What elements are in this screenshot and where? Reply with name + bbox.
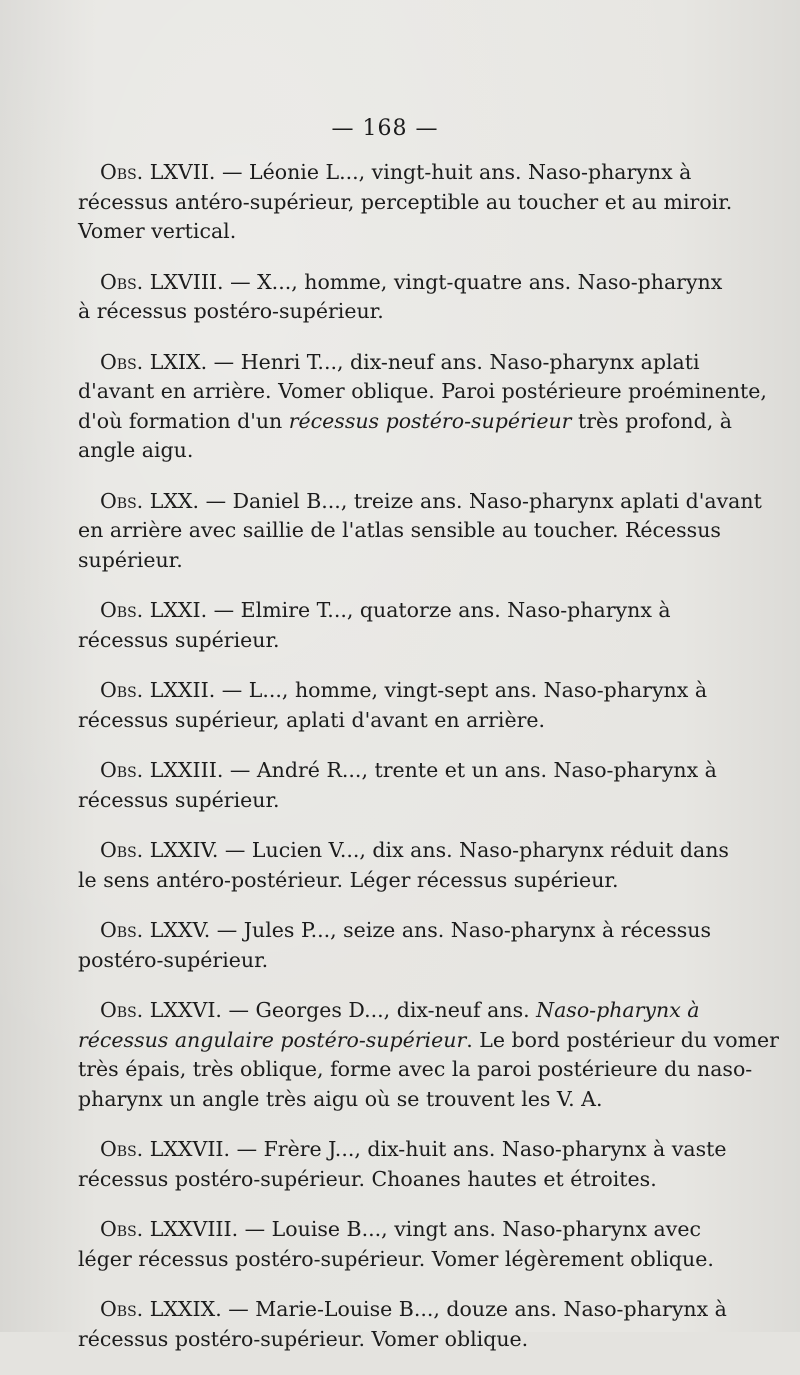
- observation-label: Obs. LXX.: [100, 488, 200, 513]
- observation-68: [78, 268, 723, 327]
- observation-text: — Henri T..., dix-neuf ans. Naso-pharynx aplati: [213, 349, 700, 374]
- observation-73: [78, 756, 717, 815]
- observation-label: Obs. LXXIX.: [100, 1297, 222, 1321]
- observation-74: [78, 836, 729, 895]
- observation-text: — Frère J..., dix-huit ans. Naso-pharynx à vaste: [230, 1137, 727, 1161]
- observation-70: [78, 487, 762, 576]
- observation-text: — Louise B..., vingt ans. Naso-pharynx avec: [238, 1217, 701, 1241]
- observation-italic-text: récessus postéro-supérieur: [288, 408, 572, 433]
- observation-label: Obs. LXVII.: [100, 160, 216, 184]
- observation-text: très épais, très oblique, forme avec la paroi postérieure du naso-: [78, 1057, 753, 1081]
- observation-text: léger récessus postéro-supérieur. Vomer légèrement oblique.: [78, 1246, 714, 1271]
- observation-text: récessus supérieur.: [78, 627, 280, 652]
- observation-label: Obs. LXXIV.: [100, 838, 219, 862]
- observation-text: supérieur.: [78, 547, 183, 572]
- observation-label: Obs. LXVIII.: [100, 269, 224, 294]
- observation-label: Obs. LXXII.: [100, 678, 216, 702]
- observation-75: [78, 916, 712, 975]
- observation-text: — Marie-Louise B..., douze ans. Naso-pharynx à: [221, 1297, 727, 1321]
- observation-text: . Le bord postérieur du vomer: [466, 1027, 779, 1052]
- observation-text: à récessus postéro-supérieur.: [78, 299, 384, 323]
- observation-text: — Georges D..., dix-neuf ans.: [221, 998, 537, 1022]
- observation-label: Obs. LXXV.: [100, 918, 211, 942]
- observation-text: — Daniel B..., treize ans. Naso-pharynx aplati d'avant: [199, 488, 762, 513]
- observation-78: [78, 1215, 714, 1274]
- observation-text: récessus postéro-supérieur. Vomer oblique.: [78, 1326, 529, 1351]
- observation-text: — Jules P..., seize ans. Naso-pharynx à récessus: [210, 918, 712, 942]
- observation-text: d'avant en arrière. Vomer oblique. Paroi postérieure proéminente,: [78, 379, 767, 403]
- observation-label: Obs. LXXVIII.: [100, 1217, 239, 1241]
- observation-text: le sens antéro-postérieur. Léger récessus supérieur.: [78, 867, 619, 892]
- observation-text: récessus supérieur.: [78, 787, 280, 812]
- observation-text: — Lucien V..., dix ans. Naso-pharynx réduit dans: [218, 838, 729, 862]
- observation-76: [78, 996, 779, 1114]
- observation-text: en arrière avec saillie de l'atlas sensible au toucher. Récessus: [78, 518, 721, 542]
- observation-text: — André R..., trente et un ans. Naso-pharynx à: [223, 758, 717, 782]
- observation-text: récessus postéro-supérieur. Choanes hautes et étroites.: [78, 1166, 657, 1191]
- observation-text: Vomer vertical.: [78, 219, 237, 243]
- observation-label: Obs. LXXVI.: [100, 998, 222, 1022]
- observation-text: pharynx un angle très aigu où se trouvent les V. A.: [78, 1086, 603, 1111]
- observation-71: [78, 596, 708, 655]
- observation-text: — Léonie L..., vingt-huit ans. Naso-pharynx à: [215, 160, 692, 184]
- observation-text: — L..., homme, vingt-sept ans. Naso-pharynx à: [215, 678, 708, 702]
- observation-text: récessus supérieur, aplati d'avant en arrière.: [78, 707, 546, 732]
- observation-77: [78, 1135, 727, 1194]
- observation-69: [78, 348, 767, 466]
- observations-list: [78, 158, 779, 1375]
- observation-text: très profond, à: [578, 408, 732, 433]
- observation-text: angle aigu.: [78, 438, 194, 462]
- observation-text: d'où formation d'un: [78, 408, 289, 433]
- observation-text: — X..., homme, vingt-quatre ans. Naso-pharynx: [223, 269, 723, 294]
- observation-italic-text: Naso-pharynx à: [536, 998, 700, 1022]
- observation-79: [78, 1295, 727, 1354]
- observation-72: [78, 676, 708, 735]
- observation-italic-text: récessus angulaire postéro-supérieur: [78, 1027, 467, 1052]
- observation-label: Obs. LXXVII.: [100, 1137, 231, 1161]
- observation-text: récessus antéro-supérieur, perceptible au toucher et au miroir.: [78, 189, 733, 214]
- observation-text: postéro-supérieur.: [78, 947, 269, 972]
- observation-67: [78, 158, 733, 247]
- observation-label: Obs. LXXI.: [100, 598, 208, 622]
- observation-label: Obs. LXXIII.: [100, 758, 224, 782]
- page-number: — 168 —: [331, 116, 439, 141]
- observation-text: — Elmire T..., quatorze ans. Naso-pharynx à: [207, 598, 671, 622]
- observation-label: Obs. LXIX.: [100, 349, 208, 374]
